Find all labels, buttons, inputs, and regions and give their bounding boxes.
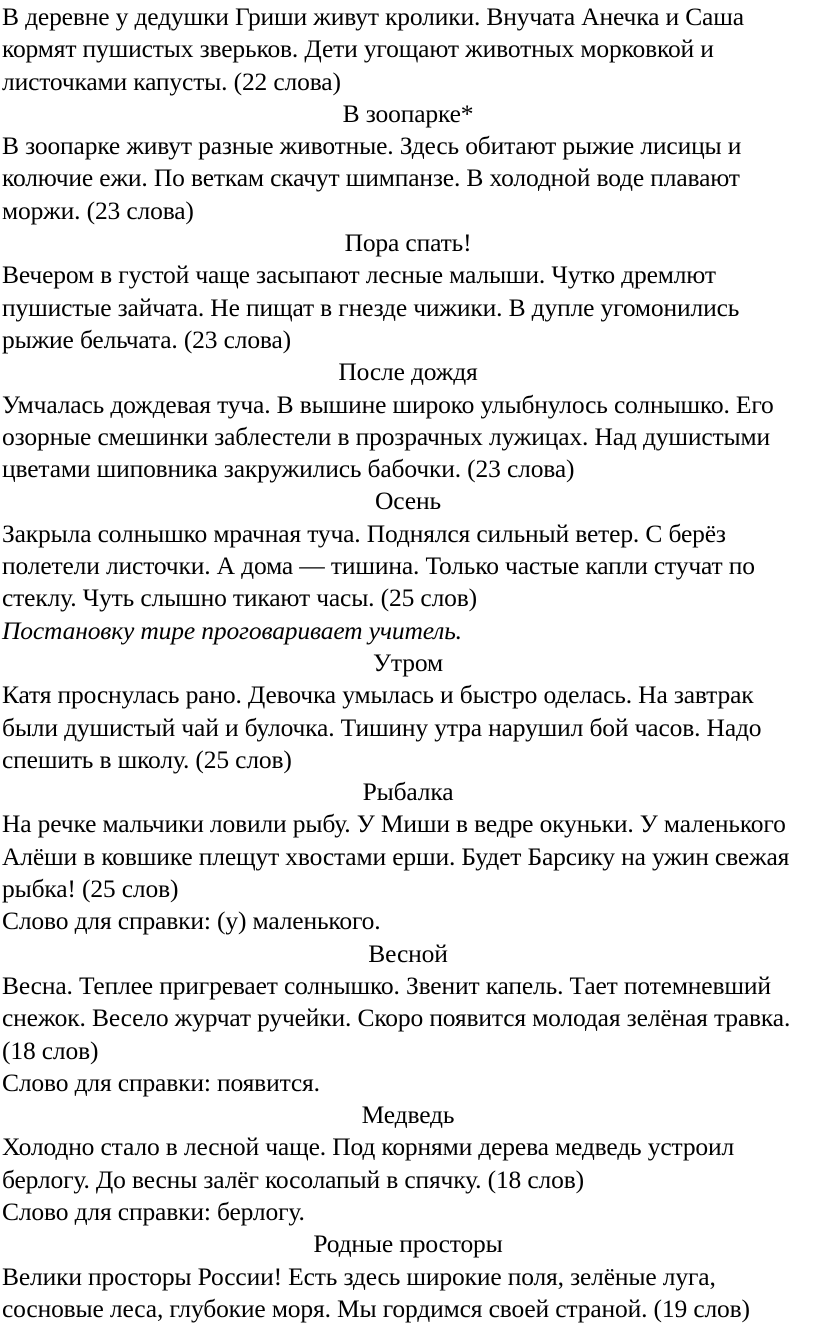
heading-native-expanses: Родные просторы [313, 1229, 503, 1259]
heading-spring: Весной [368, 938, 448, 968]
heading-bear: Медведь [361, 1100, 455, 1130]
reference-word-fishing: Слово для справки: (у) маленького. [2, 906, 381, 936]
paragraph-native-expanses: Велики просторы России! Есть здесь широкие поля, зелёные луга, сосновые леса, глубокие моря. Мы гордимся своей страной. (19 слов) [2, 1261, 750, 1323]
reference-word-spring: Слово для справки: появится. [2, 1067, 320, 1097]
paragraph-autumn: Закрыла солнышко мрачная туча. Поднялся сильный ветер. С берёз полетели листочки. А дома — тишина. Только частые капли стучат по стеклу. Чуть слышно тикают часы. (25 слов) [2, 518, 755, 613]
paragraph-bear: Холодно стало в лесной чаще. Под корнями дерева медведь устроил берлогу. До весны залёг косолапый в спячку. (18 слов) [2, 1132, 735, 1194]
heading-after-rain: После дождя [338, 357, 478, 387]
heading-morning: Утром [373, 647, 443, 677]
heading-bedtime: Пора спать! [344, 228, 472, 258]
paragraph-rabbits: В деревне у дедушки Гриши живут кролики. Внучата Анечка и Саша кормят пушистых зверьков. Дети угощают животных морковкой и листочками капусты. (22 слова) [2, 2, 744, 96]
paragraph-bedtime: Вечером в густой чаще засыпают лесные малыши. Чутко дремлют пушистые зайчата. Не пищат в гнезде чижики. В дупле угомонились рыжие бельчата. (23 слова) [2, 260, 740, 354]
paragraph-after-rain: Умчалась дождевая туча. В вышине широко улыбнулось солнышко. Его озорные смешинки заблестели в прозрачных лужицах. Над душистыми цветами шиповника закружились бабочки. (23 слова) [2, 389, 774, 484]
heading-autumn: Осень [375, 486, 441, 516]
paragraph-morning: Катя проснулась рано. Девочка умылась и быстро оделась. На завтрак были душистый чай и булочка. Тишину утра нарушил бой часов. Надо спешить в школу. (25 слов) [2, 680, 762, 774]
heading-fishing: Рыбалка [362, 777, 454, 807]
reference-word-bear: Слово для справки: берлогу. [2, 1196, 305, 1226]
teacher-note: Постановку тире проговаривает учитель. [2, 615, 462, 645]
heading-zoo: В зоопарке* [342, 98, 474, 128]
paragraph-zoo: В зоопарке живут разные животные. Здесь обитают рыжие лисицы и колючие ежи. По веткам скачут шимпанзе. В холодной воде плавают моржи. (23 слова) [2, 131, 742, 225]
paragraph-fishing: На речке мальчики ловили рыбу. У Миши в ведре окуньки. У маленького Алёши в ковшике плещут хвостами ерши. Будет Барсику на ужин свежая рыбка! (25 слов) [2, 809, 790, 904]
paragraph-spring: Весна. Теплее пригревает солнышко. Звенит капель. Тает потемневший снежок. Весело журчат ручейки. Скоро появится молодая зелёная травка. (18 слов) [2, 970, 791, 1065]
